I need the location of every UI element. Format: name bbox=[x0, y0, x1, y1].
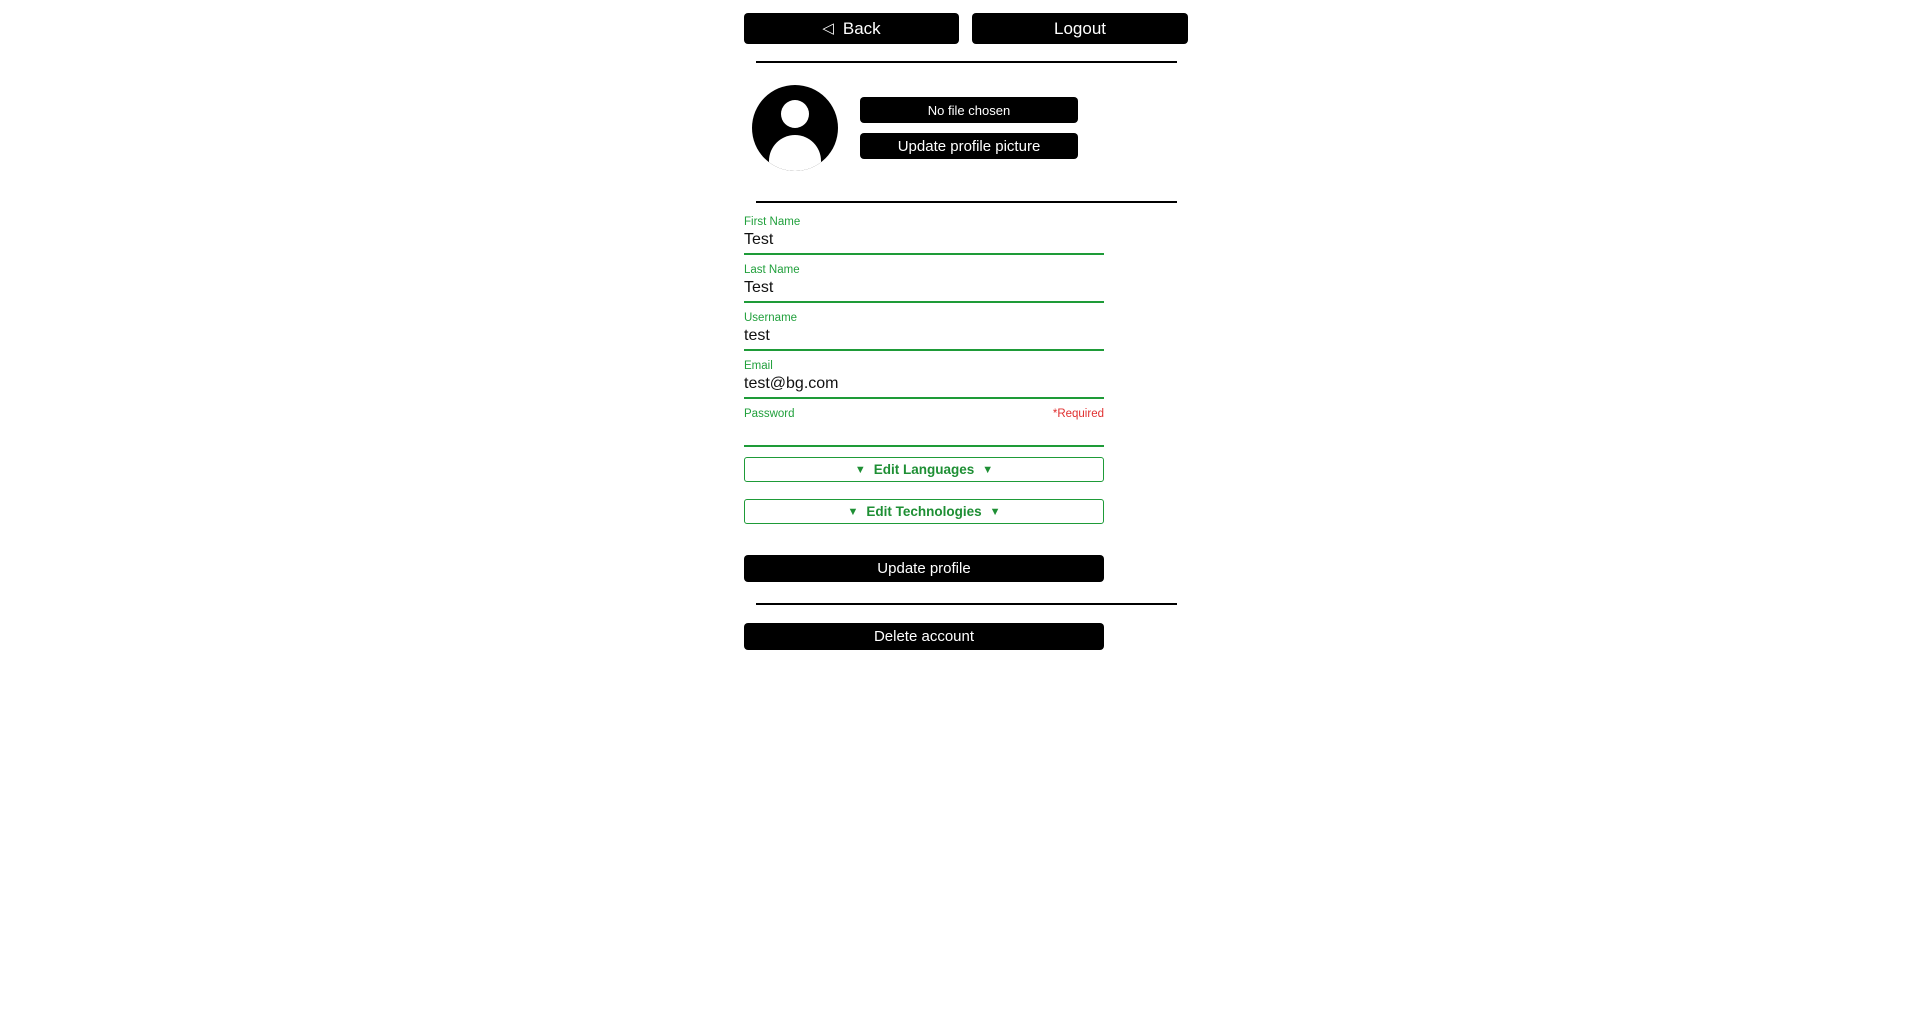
top-action-bar bbox=[744, 0, 1188, 44]
field-label: First Name bbox=[744, 216, 801, 228]
logout-button[interactable] bbox=[972, 13, 1188, 44]
field-email bbox=[744, 359, 1104, 399]
file-chooser-label: No file chosen bbox=[927, 102, 1011, 118]
divider-bottom bbox=[756, 603, 1177, 605]
field-label: Email bbox=[744, 360, 773, 372]
field-label: Last Name bbox=[744, 264, 800, 276]
profile-form bbox=[744, 215, 1188, 582]
delete-account-button[interactable] bbox=[744, 623, 1104, 650]
profile-column bbox=[744, 0, 1188, 650]
update-profile-picture-button[interactable] bbox=[860, 133, 1078, 159]
field-header bbox=[744, 263, 1104, 277]
logout-button-label: Logout bbox=[1054, 18, 1106, 38]
divider-top bbox=[756, 61, 1177, 63]
avatar-section bbox=[744, 85, 1188, 171]
chevron-down-icon: ▼ bbox=[982, 463, 994, 476]
field-header bbox=[744, 407, 1104, 421]
user-avatar-icon bbox=[752, 85, 838, 171]
username-input[interactable] bbox=[744, 325, 1104, 351]
edit-languages-label: Edit Languages bbox=[873, 462, 975, 477]
edit-technologies-label: Edit Technologies bbox=[866, 504, 982, 519]
field-header bbox=[744, 359, 1104, 373]
update-profile-label: Update profile bbox=[877, 560, 971, 577]
field-header bbox=[744, 311, 1104, 325]
edit-languages-expander[interactable] bbox=[744, 457, 1104, 482]
chevron-down-icon: ▼ bbox=[847, 505, 859, 518]
delete-account-label: Delete account bbox=[873, 628, 975, 645]
field-header bbox=[744, 215, 1104, 229]
first-name-input[interactable] bbox=[744, 229, 1104, 255]
edit-technologies-expander[interactable] bbox=[744, 499, 1104, 524]
field-label: Username bbox=[744, 312, 798, 324]
field-last-name bbox=[744, 263, 1104, 303]
file-chooser-button[interactable] bbox=[860, 97, 1078, 123]
update-profile-button[interactable] bbox=[744, 555, 1104, 582]
back-button[interactable] bbox=[744, 13, 959, 44]
field-username bbox=[744, 311, 1104, 351]
triangle-left-icon: ◁ bbox=[822, 20, 834, 37]
field-label: Password bbox=[744, 408, 795, 420]
field-first-name bbox=[744, 215, 1104, 255]
password-input[interactable] bbox=[744, 421, 1104, 447]
field-password bbox=[744, 407, 1104, 447]
chevron-down-icon: ▼ bbox=[854, 463, 866, 476]
last-name-input[interactable] bbox=[744, 277, 1104, 303]
update-profile-picture-label: Update profile picture bbox=[897, 137, 1041, 155]
field-required-note: *Required bbox=[1052, 408, 1104, 420]
chevron-down-icon: ▼ bbox=[989, 505, 1001, 518]
email-input[interactable] bbox=[744, 373, 1104, 399]
back-button-label: Back bbox=[842, 18, 881, 38]
divider-avatar bbox=[756, 201, 1177, 203]
avatar-buttons bbox=[860, 97, 1078, 159]
